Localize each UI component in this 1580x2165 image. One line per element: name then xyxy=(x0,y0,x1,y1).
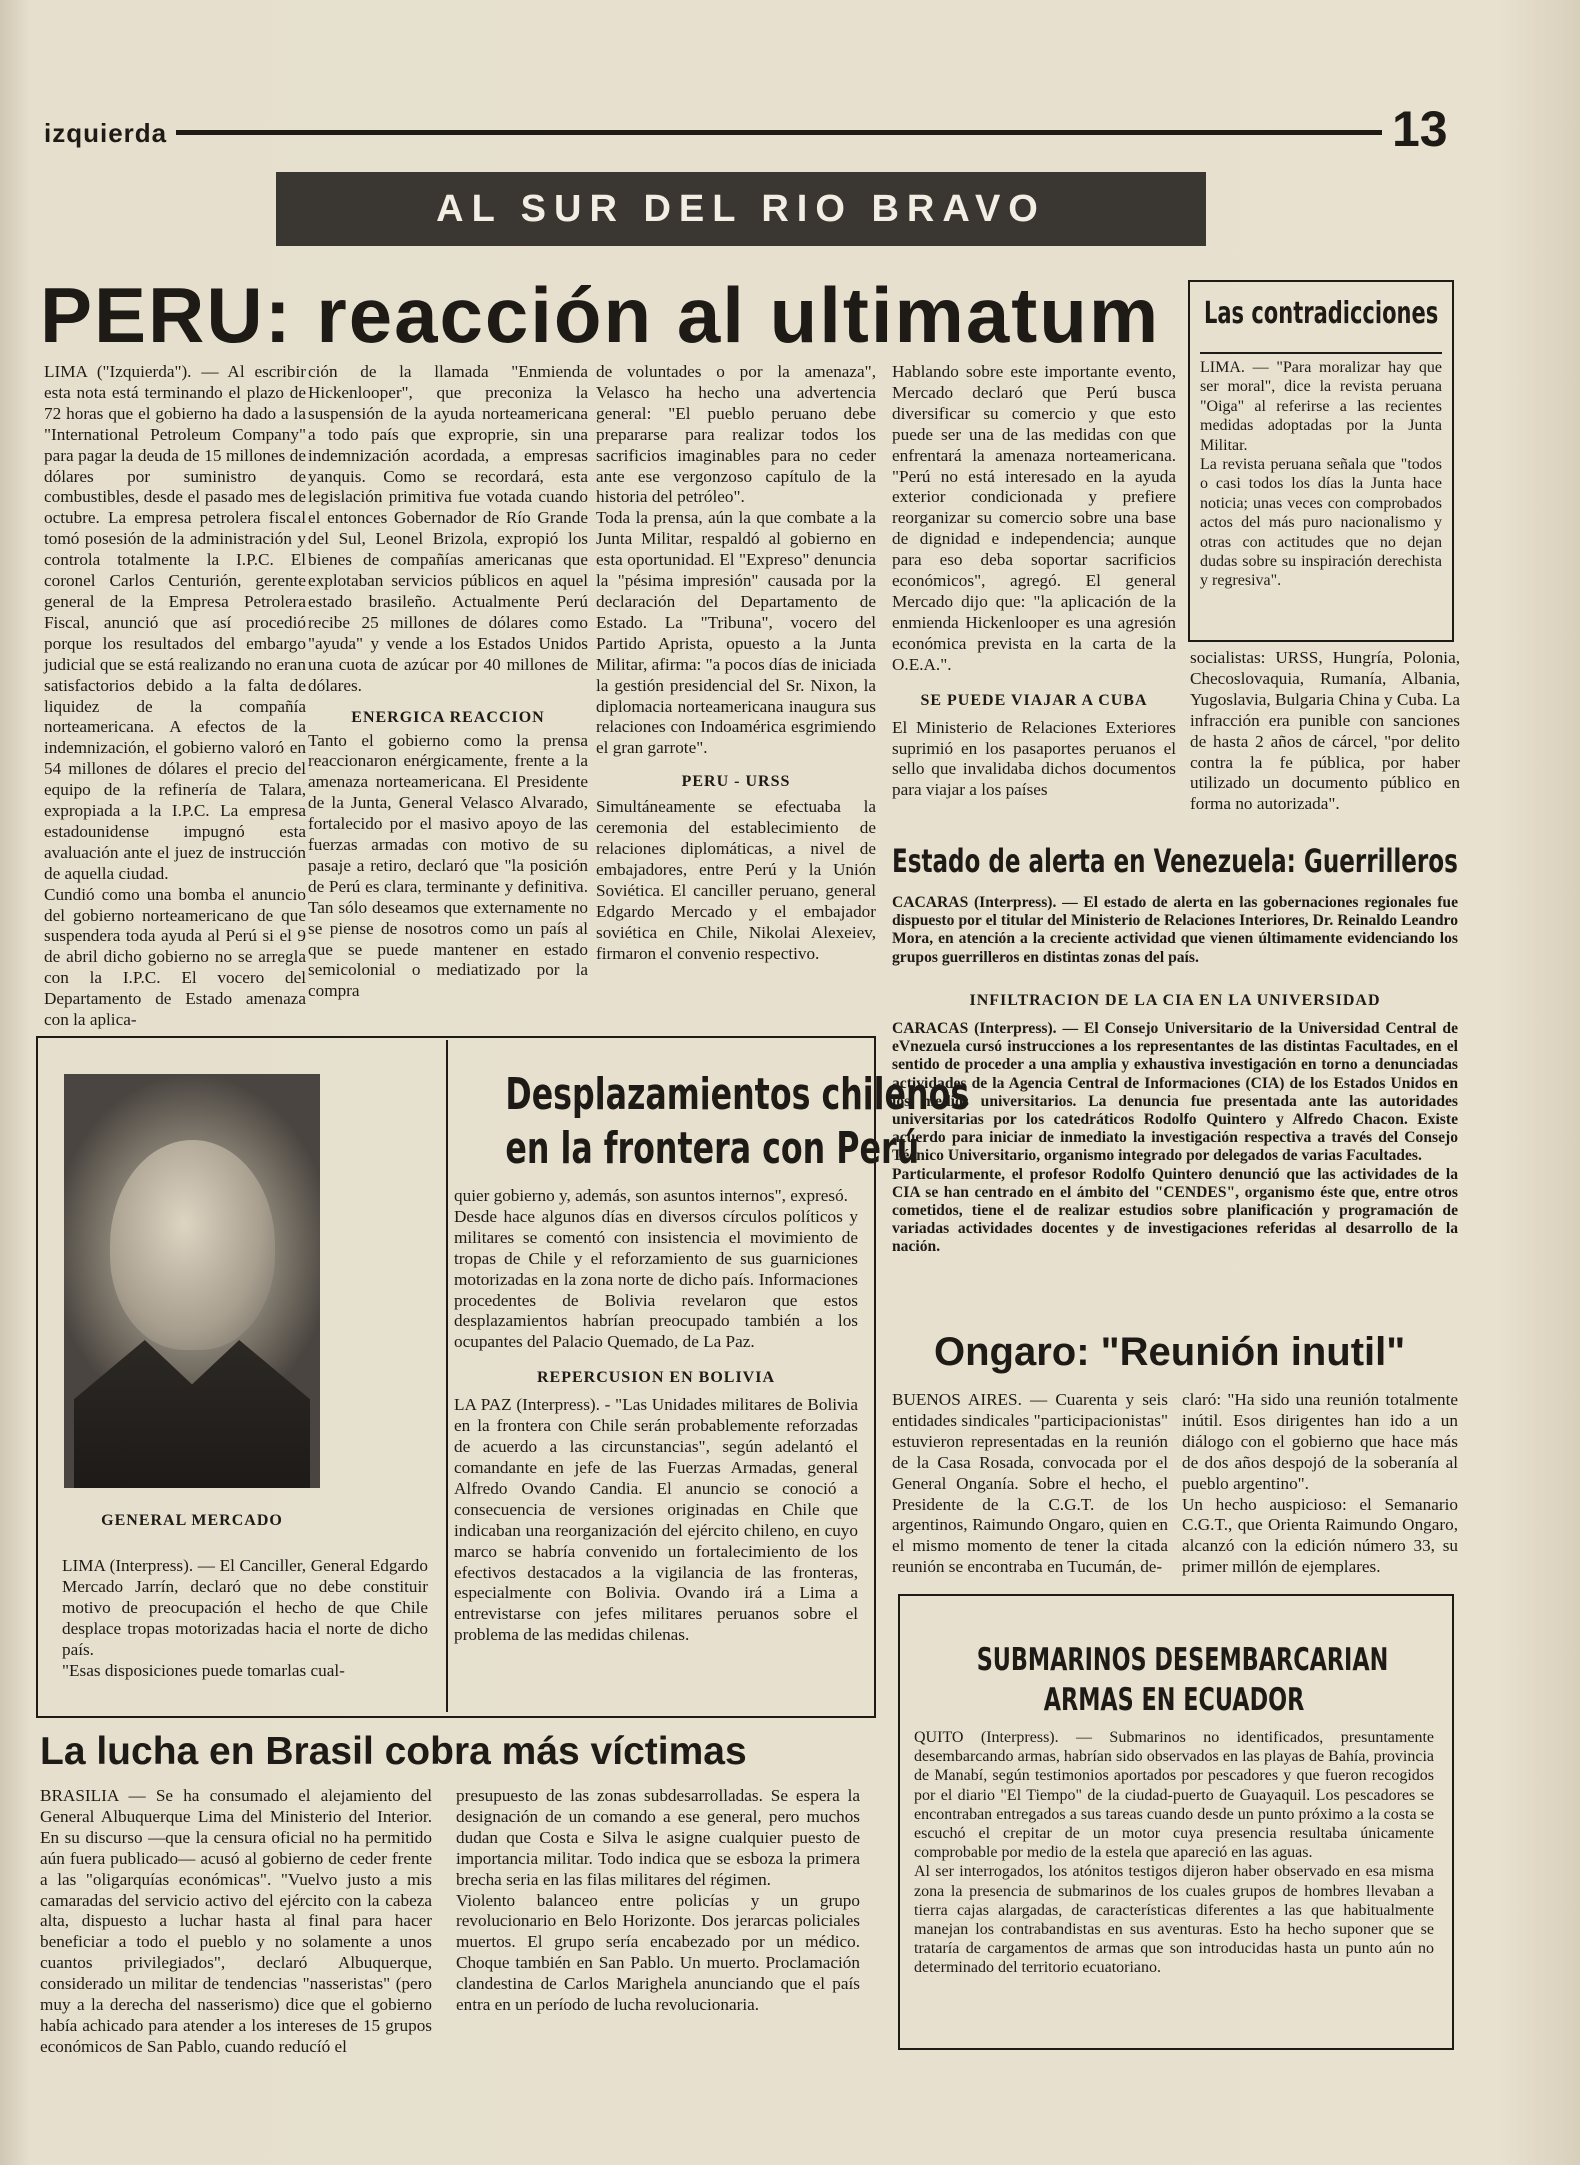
chile-right-text-a: quier gobierno y, además, son asuntos internos", expresó. Desde hace algunos días en diversos círculos políticos y militares se comentó con insistencia el movimiento de tropas de Chile y el reforzamiento de sus guarniciones motorizadas en la zona norte de dicho país. Informaciones procedentes de Bolivia revelaron que estos desplazamientos habrían preocupado también a los ocupantes del Palacio Quemado, de La Paz. xyxy=(454,1186,858,1352)
peru-col4-subhead: SE PUEDE VIAJAR A CUBA xyxy=(920,691,1148,709)
ongaro-headline: Ongaro: "Reunión inutil" xyxy=(934,1330,1406,1374)
photo-face-shape xyxy=(110,1140,275,1350)
brasil-headline: La lucha en Brasil cobra más víctimas xyxy=(40,1730,747,1773)
peru-col3-text-a: de voluntades o por la amenaza", Velasco ha hecho una advertencia general: "El pueblo peruano debe prepararse para realizar todos los sacrificios imaginables para no ceder ante ese vergonzoso capítulo de la historia del petróleo". Toda la prensa, aún la que combate a la Junta Militar, respaldó al gobierno en esta oportunidad. El "Expreso" denuncia la "pésima impresión" causada por la declaración del Departamento de Estado. La "Tribuna", vocero del Partido Aprista, opuesto a la Junta Militar, afirma: "a pocos días de iniciada la gestión presidencial del Sr. Nixon, la diplomacia norteamericana inaugura sus relaciones con Indoamérica esgrimiendo el gran garrote". xyxy=(596,362,876,758)
ecuador-headline-line1: SUBMARINOS DESEMBARCARIAN xyxy=(976,1642,1389,1678)
venezuela-lead: CACARAS (Interpress). — El estado de alerta en las gobernaciones regionales fue dispuesto por el titular del Ministerio de Relaciones Interiores, Dr. Reinaldo Leandro Mora, en atención a la creciente actividad que vienen últimamente evidenciando los grupos guerrilleros en distintas zonas del país. xyxy=(892,894,1458,966)
ecuador-headline xyxy=(900,1640,1448,1720)
section-banner: AL SUR DEL RIO BRAVO xyxy=(276,172,1206,246)
chile-headline-line2: en la frontera con Perú xyxy=(505,1123,920,1174)
page-number: 13 xyxy=(1392,101,1448,157)
venezuela-body: CARACAS (Interpress). — El Consejo Universitario de la Universidad Central de eVnezuela cursó instrucciones a los representantes de las distintas Facultades, en el sentido de proceder a una amplia y exhaustiva investigación en torno a denunciadas actividades de la Agencia Central de Informaciones (CIA) de los Estados Unidos en los medios universitarios. La denuncia fue presentada ante las autoridades universitarias por los catedráticos Rodolfo Quintero y Alfredo Chacon. Existe acuerdo para iniciar de inmediato la investigación respectiva a través del Consejo Técnico Universitario, organismo integrado por delegados de varias Facultades. Particularmente, el profesor Rodolfo Quintero denunció que las actividades de la CIA se han centrado en el ámbito del "CENDES", organismo éste que, entre otros cometidos, tiene el de realizar estudios sobre planificación y programación de variadas actividades docentes y de investigaciones referidas al desarrollo de la nación. xyxy=(892,1020,1458,1256)
chile-headline xyxy=(448,1068,970,1176)
contradicciones-body-wrap xyxy=(1200,352,1442,640)
peru-col2 xyxy=(308,362,588,1010)
ecuador-body: QUITO (Interpress). — Submarinos no identificados, presuntamente desembarcando armas, habrían sido observados en las playas de Bahía, provincia de Manabí, según testimonios aportados por pescadores y que fueron recogidos por el diario "El Tiempo" de la ciudad-puerto de Guayaquil. Los pescadores se encontraban entregados a sus tareas cuando desde un punto próximo a la costa se escuchó el crepitar de un motor cuya presencia resultaba únicamente comprobable por medio de la estela que apareció en las aguas. Al ser interrogados, los atónitos testigos dijeron haber observado en esa misma zona la presencia de submarinos de los cuales grupos de hombres llevaban a tierra cajas alargadas, de características diferentes a las que habitualmente manejan los contrabandistas en sus aventuras. Esto ha hecho suponer que se trataría de cargamentos de armas que son introducidas hasta un punto aún no determinado del territorio ecuatoriano. xyxy=(914,1729,1434,1977)
peru-col3-subhead: PERU - URSS xyxy=(681,773,791,791)
peru-col3-text-b: Simultáneamente se efectuaba la ceremonia del establecimiento de relaciones diplomáticas, a nivel de embajadores, entre Perú y la Unión Soviética. El canciller peruano, general Edgardo Mercado y el embajador soviética en Chile, Nikolai Alexeiev, firmaron el convenio respectivo. xyxy=(596,797,876,963)
photo-caption: GENERAL MERCADO xyxy=(101,1512,283,1529)
peru-col4-text-a: Hablando sobre este importante evento, Mercado declaró que Perú busca diversificar su comercio y que esto puede ser una de las medidas con que enfrentará la amenaza norteamericana. "Perú no está interesado en la ayuda exterior condicionada y prefiere reorganizar su comercio sobre una base de dignidad e independencia; aunque para eso deba soportar sacrificios económicos", agregó. El general Mercado dijo que: "la aplicación de la enmienda Hickenlooper es una agresión económica prevista en la carta de la O.E.A.". xyxy=(892,362,1176,674)
venezuela-subhead: INFILTRACION DE LA CIA EN LA UNIVERSIDAD xyxy=(969,992,1381,1009)
peru-col2-text-b: Tanto el gobierno como la prensa reaccionaron enérgicamente, frente a la amenaza norteamericana. El Presidente de la Junta, General Velasco Alvarado, fortalecido por el masivo apoyo de las fuerzas armadas con motivo de su pasaje a retiro, declaró que "la posición de Perú es clara, terminante y definitiva. Tan sólo deseamos que externamente no se piense de nosotros como un país al que se puede mantener en estado semicolonial o mediatizado por la compra xyxy=(308,730,588,1001)
venezuela-headline: Estado de alerta en Venezuela: Guerrilleros xyxy=(892,842,1458,880)
peru-col4 xyxy=(892,362,1176,832)
chile-left-body: LIMA (Interpress). — El Canciller, General Edgardo Mercado Jarrín, declaró que no debe constituir motivo de preocupación el hecho de que Chile desplace tropas motorizadas hacia el norte de dicho país. "Esas disposiciones puede tomarlas cual- xyxy=(62,1556,428,1680)
ongaro-col2: claró: "Ha sido una reunión totalmente inútil. Esos dirigentes han ido a un diálogo con el gobierno que hace más de dos años despojó de la soberanía al pueblo argentino". Un hecho auspicioso: el Semanario C.G.T., que Orienta Raimundo Ongaro, alcanzó con la edición número 33, su primer millón de ejemplares. xyxy=(1182,1390,1458,1577)
chile-right-body xyxy=(454,1186,858,1706)
contradicciones-continuation: socialistas: URSS, Hungría, Polonia, Checoslovaquia, Rumanía, Albania, Yugoslavia, Bulgaria China y Cuba. La infracción era punible con sanciones de hasta 2 años de cárcel, "por delito contra la fe pública, por haber utilizado un documento público en forma no autorizada". xyxy=(1190,648,1460,814)
peru-headline: PERU: reacción al ultimatum xyxy=(40,271,1161,359)
chile-headline-line1: Desplazamientos chilenos xyxy=(505,1069,970,1120)
chile-right-text-b: LA PAZ (Interpress). - "Las Unidades militares de Bolivia en la frontera con Chile serán probablemente reforzadas de acuerdo a las circunstancias", según adelantó el comandante en jefe de las Fuerzas Armadas, general Alfredo Ovando Candia. El anuncio se conoció a consecuencia de versiones originadas en Chile que indicaban una reorganización del ejército chileno, en cuyo marco se habría convenido un fortalecimiento de los efectivos destacados a la vigilancia de las fronteras, especialmente con Bolivia. Ovando irá a Lima a entrevistarse con jefes militares peruanos sobre el problema de las medidas chilenas. xyxy=(454,1395,858,1645)
peru-col2-subhead: ENERGICA REACCION xyxy=(351,708,545,726)
peru-col4-text-b: El Ministerio de Relaciones Exteriores suprimió en los pasaportes peruanos el sello que invalidaba dichos documentos para viajar a los países xyxy=(892,717,1176,800)
ongaro-col1: BUENOS AIRES. — Cuarenta y seis entidades sindicales "participacionistas" estuvieron representadas en la reunión de la Casa Rosada, convocada por el General Onganía. Sobre el hecho, el Presidente de la C.G.T. de los argentinos, Raimundo Ongaro, quien en el mismo momento de tener la citada reunión se encontraba en Tucumán, de- xyxy=(892,1390,1168,1577)
ecuador-headline-line2: ARMAS EN ECUADOR xyxy=(1043,1682,1305,1718)
brasil-col1: BRASILIA — Se ha consumado el alejamiento del General Albuquerque Lima del Ministerio del Interior. En su discurso —que la censura oficial no ha permitido aún fuera publicado— acusó al gobierno de ceder frente a las "oligarquías económicas". "Vuelvo justo a mis camaradas del servicio activo del ejército con la cabeza alta, dispuesto a luchar hasta al final para hacer beneficiar a todo el pueblo y no solamente a unos cuantos privilegiados", declaró Albuquerque, considerado un militar de tendencias "nasseristas" (pero muy a la derecha del nasserismo) dice que el gobierno había achicado para atender a los intereses de 15 grupos económicos de San Pablo, cuando reducíó el xyxy=(40,1786,432,2056)
contradicciones-title: Las contradicciones xyxy=(1204,296,1439,331)
peru-col3 xyxy=(596,362,876,1010)
header-rule xyxy=(176,130,1382,135)
peru-col2-text-a: ción de la llamada "Enmienda Hickenlooper", que preconiza la suspensión de la ayuda norteamericana a todo país que exproprie, sin una indemnización acordada, a empresas yanquis. Como se recordará, esta legislación primitiva fue votada cuando el entonces Gobernador de Río Grande del Sul, Leonel Brizola, expropió los bienes de compañías americanas que explotaban servicios públicos en aquel estado brasileño. Actualmente Perú recibe 25 millones de dólares como "ayuda" y vende a los Estados Unidos una cuota de azúcar por 40 millones de dólares. xyxy=(308,362,588,695)
contradicciones-body: LIMA. — "Para moralizar hay que ser moral", dice la revista peruana "Oiga" al referirse a las recientes medidas adoptadas por la Junta Militar. La revista peruana señala que "todos o casi todos los días la Junta hace noticia; unas veces con comprobados actos del más puro nacionalismo y otras con actitudes que no dejan dudas sobre su inspiración derechista y regresiva". xyxy=(1200,359,1442,590)
peru-col1: LIMA ("Izquierda"). — Al escribir esta nota está terminando el plazo de 72 horas que el gobierno ha dado a la "International Petroleum Company" para pagar la deuda de 15 millones de dólares por suministro de combustibles, desde el pasado mes de octubre. La empresa petrolera fiscal tomó posesión de la administración y controla totalmente la I.P.C. El coronel Carlos Centurión, gerente general de la Empresa Petrolera Fiscal, anunció que así procedió porque los resultados del embargo judicial que se está realizando no eran satisfactorios debido a la falta de liquidez de la compañía norteamericana. A efectos de la indemnización, el gobierno valoró en 54 millones de dólares el precio del equipo de la refinería de Talara, expropiada a la I.P.C. La empresa estadounidense impugnó esta avaluación ante el juez de instrucción de aquella ciudad. Cundió como una bomba el anuncio del gobierno norteamericano de que suspendera toda ayuda al Perú si el 9 de abril dicho gobierno no se arregla con la I.P.C. El vocero del Departamento de Estado amenaza con la aplica- xyxy=(44,362,306,1030)
brasil-col2: presupuesto de las zonas subdesarrolladas. Se espera la designación de un comando a ese general, pero muchos dudan que Costa e Silva le asigne cualquier puesto de importancia militar. Todo indica que se esboza la primera brecha seria en las filas militares del régimen. Violento balanceo entre policías y un grupo revolucionario en Belo Horizonte. Dos jerarcas policiales muertos. El grupo sería encabezado por un médico. Choque también en San Pablo. Un muerto. Proclamación clandestina de Carlos Marighela anunciando que el país entra en un período de lucha revolucionaria. xyxy=(456,1786,860,2015)
section-label: izquierda xyxy=(44,118,168,148)
chile-subhead: REPERCUSION EN BOLIVIA xyxy=(536,1369,776,1387)
